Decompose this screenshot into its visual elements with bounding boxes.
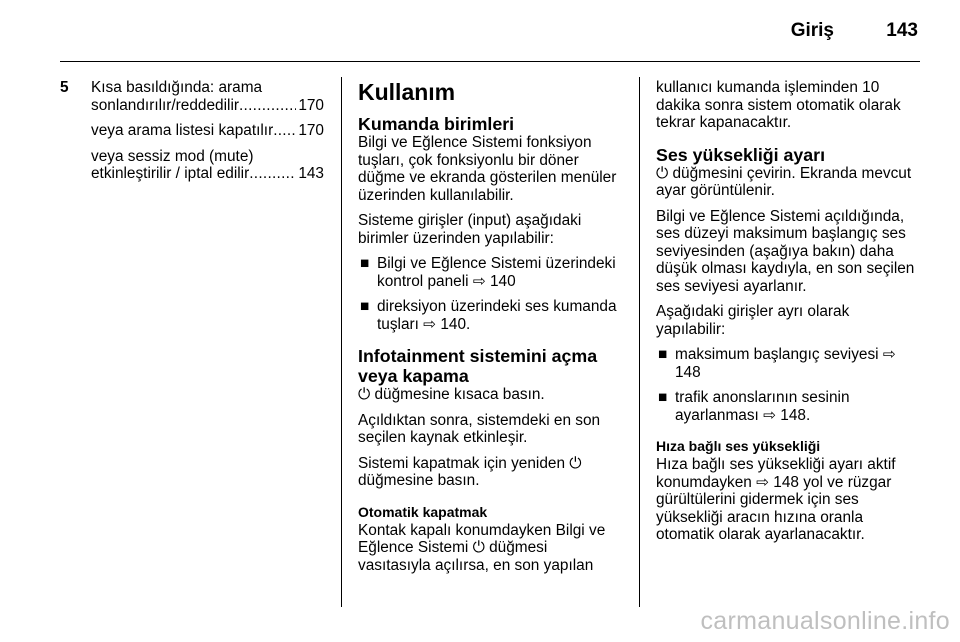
list-item: ■ trafik anonslarının sesinin ayarlanması ⇨ 148. [658, 389, 850, 424]
subsection-heading: Kumanda birimleri [358, 114, 515, 134]
section-heading: Kullanım [358, 79, 456, 105]
bullet-icon: ■ [360, 298, 370, 315]
item-number: 5 [60, 79, 69, 96]
minor-heading: Hıza bağlı ses yüksekliği [656, 438, 821, 454]
index-entry: veya arama listesi kapatılır . . . 170 [91, 122, 324, 140]
bullet-icon: ■ [658, 389, 668, 406]
subsection-heading: Infotainment sistemini açma veya kapama [358, 346, 598, 386]
column-2 [358, 79, 624, 582]
bullet-list [358, 255, 624, 333]
list-item: ■ direksiyon üzerindeki ses kumanda tuşları ⇨ 140. [360, 298, 617, 333]
bullet-list [656, 346, 922, 424]
column-1 [60, 79, 324, 191]
paragraph: kullanıcı kumanda işleminden 10 dakika sonra sistem otomatik olarak tekrar kapanacaktır. [656, 79, 901, 131]
bullet-icon: ■ [360, 255, 370, 272]
paragraph: Aşağıdaki girişler ayrı olarak yapılabilir: [656, 303, 850, 338]
column-divider-1 [341, 77, 342, 607]
paragraph: Sistemi kapatmak için yeniden ⏻ düğmesine basın. [358, 454, 582, 489]
page-ref[interactable]: 170 [298, 122, 324, 139]
paragraph: ⏻ düğmesine kısaca basın. [358, 386, 545, 403]
paragraph: Bilgi ve Eğlence Sistemi fonksiyon tuşları, çok fonksiyonlu bir döner düğme ve ekranda gösterilen menüler üzerinden kullanılabilir. [358, 134, 617, 204]
watermark: carmanualsonline.info [700, 607, 950, 635]
paragraph: Kontak kapalı konumdayken Bilgi ve Eğlence Sistemi ⏻ düğmesi vasıtasıyla açılırsa, en son yapılan [358, 521, 606, 574]
paragraph: Sisteme girişler (input) aşağıdaki birimler üzerinden yapılabilir: [358, 212, 582, 247]
page-ref[interactable]: 143 [298, 165, 324, 182]
column-divider-2 [639, 77, 640, 607]
subsection-heading: Ses yüksekliği ayarı [656, 144, 826, 165]
chapter-title: Giriş [790, 20, 834, 41]
column-3 [656, 79, 922, 552]
bullet-icon: ■ [658, 346, 668, 363]
list-item: ■ Bilgi ve Eğlence Sistemi üzerindeki kontrol paneli ⇨ 140 [360, 255, 616, 290]
paragraph: Bilgi ve Eğlence Sistemi açıldığında, ses düzeyi maksimum başlangıç ses seviyesinden (aşağıya bakın) daha düşük olması kaydıyla, en son seçilen ses seviyesi ayarlanır. [656, 207, 915, 295]
paragraph: ⏻ düğmesini çevirin. Ekranda mevcut ayar görüntülenir. [656, 164, 912, 199]
index-entry: veya sessiz mod (mute) etkinleştirilir / iptal edilir . . . 143 [91, 148, 324, 183]
page-header [60, 0, 920, 62]
page-number: 143 [886, 20, 918, 41]
paragraph: Hıza bağlı ses yüksekliği ayarı aktif konumdayken ⇨ 148 yol ve rüzgar gürültülerini gidermek için ses yüksekliği aracın hızına oranla otomatik olarak ayarlanacaktır. [656, 456, 896, 543]
list-item: ■ maksimum başlangıç seviyesi ⇨ 148 [658, 346, 896, 381]
paragraph: Açıldıktan sonra, sistemdeki en son seçilen kaynak etkinleşir. [358, 411, 601, 446]
minor-heading: Otomatik kapatmak [358, 503, 488, 520]
page-ref[interactable]: 170 [298, 96, 324, 114]
index-entry: Kısa basıldığında: arama sonlandırılır/reddedilir . . . 170 [91, 79, 324, 114]
index-item [60, 79, 324, 183]
